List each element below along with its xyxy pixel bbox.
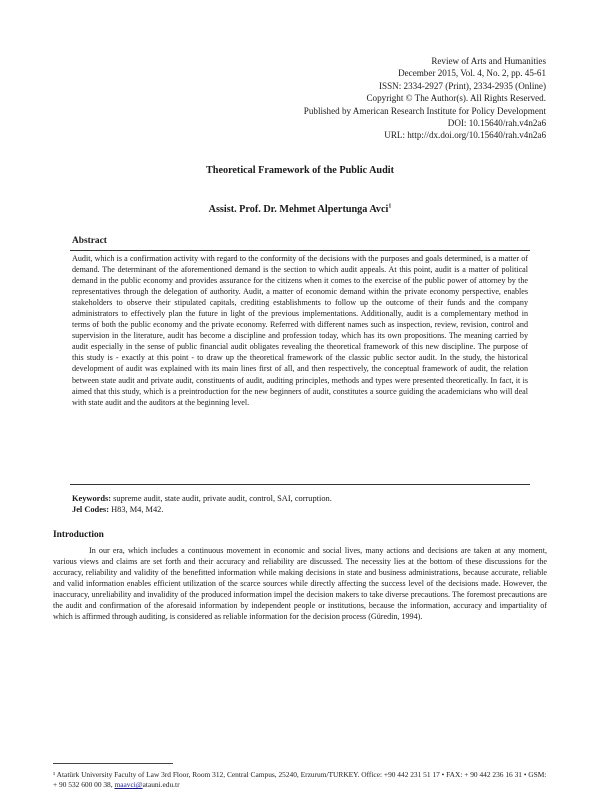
paper-title: Theoretical Framework of the Public Audit (206, 165, 394, 176)
journal-header (304, 55, 546, 142)
author-line (0, 204, 600, 215)
keywords-value: supreme audit, state audit, private audit, control, SAI, corruption. (111, 494, 332, 503)
issn: ISSN: 2334-2927 (Print), 2334-2935 (Online) (379, 80, 546, 91)
keywords-block (72, 493, 528, 515)
abstract-heading: Abstract (72, 236, 107, 246)
author-name: Assist. Prof. Dr. Mehmet Alpertunga Avci (208, 204, 389, 215)
issue-info: December 2015, Vol. 4, No. 2, pp. 45-61 (398, 68, 546, 79)
abstract-bottom-rule (70, 484, 530, 485)
jel-codes-label: Jel Codes: (72, 505, 109, 515)
introduction-heading: Introduction (53, 530, 104, 540)
author-footnote-mark: 1 (388, 203, 392, 210)
publisher: Published by American Research Institute for Policy Development (303, 105, 546, 116)
url: URL: http://dx.doi.org/10.15640/rah.v4n2a6 (384, 130, 546, 141)
abstract-top-rule (70, 250, 530, 251)
introduction-text: In our era, which includes a continuous movement in economic and social lives, many actions and decisions are taken at any moment, various views and claims are set forth and their accuracy and reliability are discussed. The necessity lies at the bottom of these discussions for the accuracy, reliability and validity of the benefitted information while making decisions in state and business administrations, because accurate, reliable and valid information enables efficient utilization of the scarce sources while directly affecting the success level of the decisions made. However, the inaccuracy, unreliability and invalidity of the produced information impel the decision makers to take diverse precautions. The foremost precautions are the audit and confirmation of the aforesaid information by independent people or institutions, because the information, accuracy and impartiality of which is affirmed through auditing, is considered as reliable information for the decision process (Güredin, 1994). (53, 546, 547, 622)
keywords-line (72, 493, 528, 504)
copyright: Copyright © The Author(s). All Rights Reserved. (366, 93, 546, 104)
footnote-rule (53, 763, 173, 764)
footnote-email-domain: atauni.edu.tr (142, 780, 180, 789)
journal-name: Review of Arts and Humanities (431, 56, 546, 66)
footnote (53, 770, 547, 790)
footnote-text: ¹ Atatürk University Faculty of Law 3rd Floor, Room 312, Central Campus, 25240, Erzurum/TURKEY. Office: +90 442 231 51 17 • FAX: + 90 442 236 16 31 • GSM: + 90 532 600 00 38, (53, 770, 547, 789)
footnote-email-link[interactable]: maavci@ (114, 780, 143, 789)
doi: DOI: 10.15640/rah.v4n2a6 (447, 118, 546, 129)
jel-codes-value: H83, M4, M42. (108, 505, 164, 515)
keywords-label: Keywords: (72, 494, 112, 503)
jel-codes-line (72, 504, 528, 515)
abstract-text: Audit, which is a confirmation activity with regard to the conformity of the decisions with the purposes and goals determined, is a matter of demand. The determinant of the aforementioned demand is the section to which audit appeals. At this point, audit is a matter of political demand in the public economy and provides assurance for the citizens when it comes to the exercise of the public power of attorney by the representatives through the delegation of authority. Audit, a matter of economic demand within the private economy perspective, enables stakeholders to observe their stipulated capitals, crediting establishments to follow up the outcome of their funds and the company administrators to effectively plan the future in light of the previous implementations. Additionally, audit is a complementary method in terms of both the public economy and the private economy. Referred with different names such as inspection, review, revision, control and supervision in the literature, audit has become a discipline and profession today, which has its own propositions. The meaning carried by audit especially in the sense of public financial audit obligates revealing the theoretical framework of this new discipline. The purpose of this study is - exactly at this point - to draw up the theoretical framework of the classic public sector audit. In the study, the historical development of audit was explained with its main lines first of all, and then respectively, the conceptual framework of audit, the relation between state audit and private audit, constituents of audit, auditing principles, methods and types were presented theoretically. In fact, it is aimed that this study, which is a preintroduction for the new beginners of audit, constitutes a source guiding the academicians who will deal with state audit and the auditors at the beginning level. (72, 254, 528, 407)
